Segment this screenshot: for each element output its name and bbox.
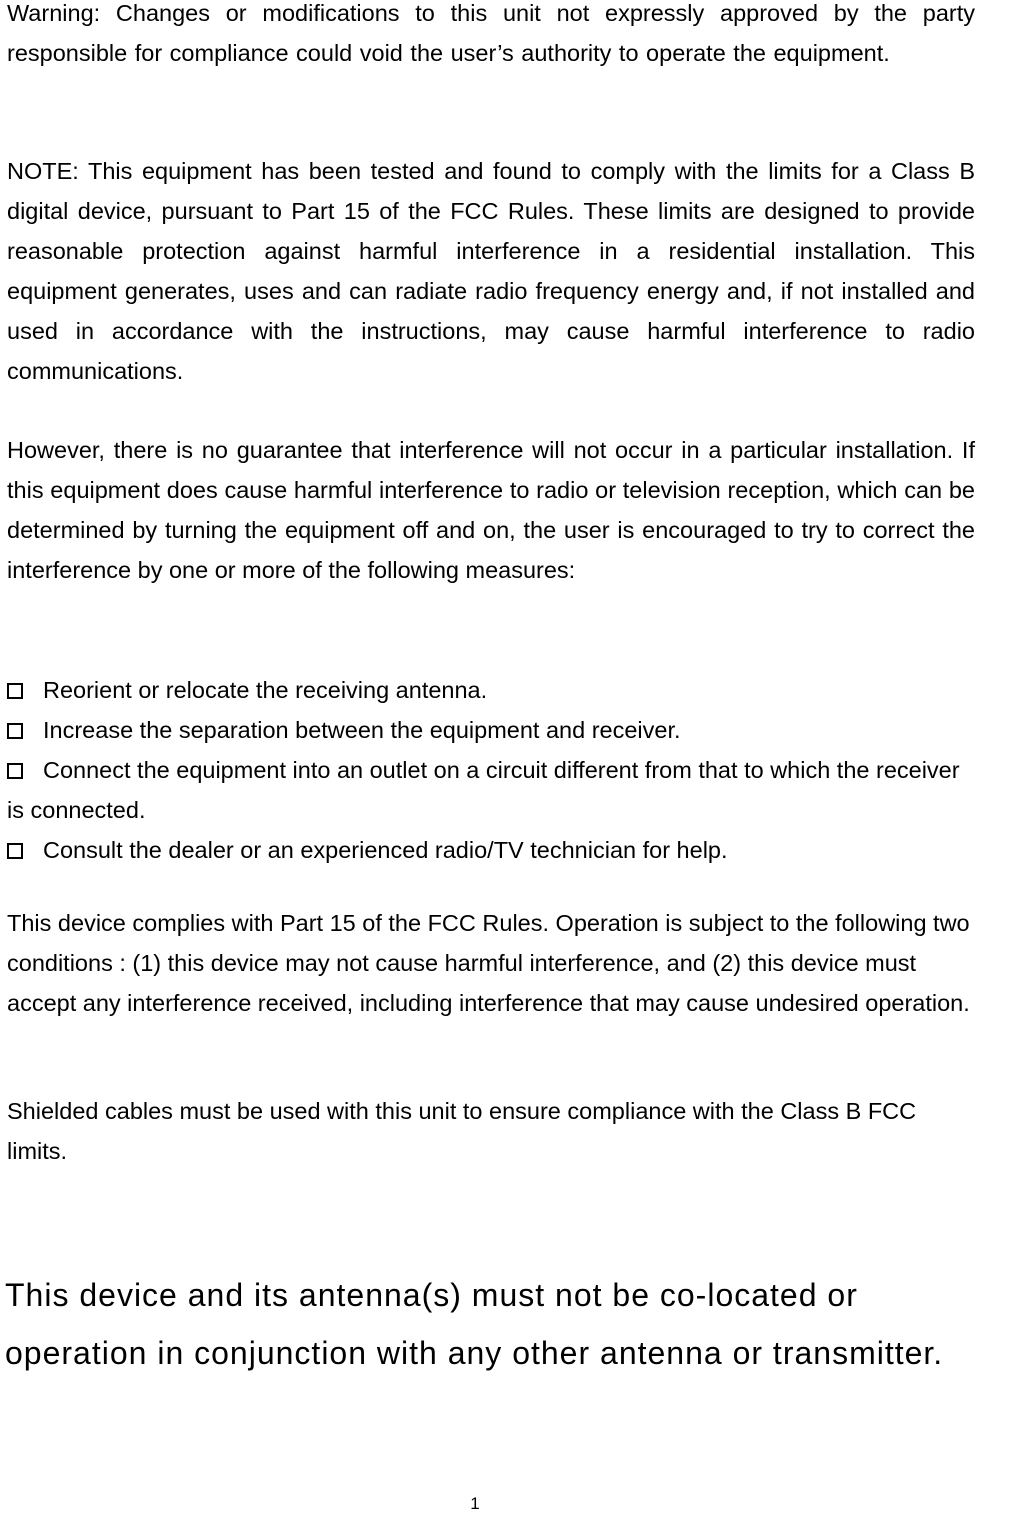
antenna-notice-line-2: operation in conjunction with any other antenna or transmitter. — [5, 1335, 944, 1371]
shielded-cables-paragraph: Shielded cables must be used with this unit to ensure compliance with the Class B FCC limits. — [7, 1098, 917, 1164]
measures-list — [7, 670, 975, 870]
measure-item-reorient — [7, 670, 975, 710]
checkbox-square-icon — [7, 843, 23, 859]
checkbox-square-icon — [7, 683, 23, 699]
page-number: 1 — [470, 1494, 480, 1513]
measure-item-consult-dealer — [7, 830, 975, 870]
measure-text: Connect the equipment into an outlet on a circuit different from that to which the receiver is connected. — [7, 757, 960, 823]
antenna-colocation-notice — [5, 1266, 1011, 1382]
fcc-compliance-paragraph: This device complies with Part 15 of the FCC Rules. Operation is subject to the following two conditions : (1) this device may not cause harmful interference, and (2) this device must accept any interference received, including interference that may cause undesired operation. — [7, 910, 970, 1016]
note-paragraph: NOTE: This equipment has been tested and found to comply with the limits for a Class B digital device, pursuant to Part 15 of the FCC Rules. These limits are designed to provide reasonable protection against harmful interference in a residential installation. This equipment generates, uses and can radiate radio frequency energy and, if not installed and used in accordance with the instructions, may cause harmful interference to radio communications. — [7, 158, 975, 384]
measure-item-connect-outlet — [7, 750, 975, 830]
measure-item-increase-separation — [7, 710, 975, 750]
measure-text: Increase the separation between the equipment and receiver. — [43, 717, 681, 743]
however-paragraph: However, there is no guarantee that interference will not occur in a particular installation. If this equipment does cause harmful interference to radio or television reception, which can be determined by turning the equipment off and on, the user is encouraged to try to correct the interference by one or more of the following measures: — [7, 437, 975, 583]
antenna-notice-line-1: This device and its antenna(s) must not be co-located or — [5, 1277, 858, 1313]
checkbox-square-icon — [7, 723, 23, 739]
checkbox-square-icon — [7, 763, 23, 779]
measure-text: Consult the dealer or an experienced radio/TV technician for help. — [43, 837, 728, 863]
warning-paragraph: Warning: Changes or modifications to this unit not expressly approved by the party responsible for compliance could void the user’s authority to operate the equipment. — [7, 0, 975, 66]
measure-text: Reorient or relocate the receiving antenna. — [43, 677, 488, 703]
